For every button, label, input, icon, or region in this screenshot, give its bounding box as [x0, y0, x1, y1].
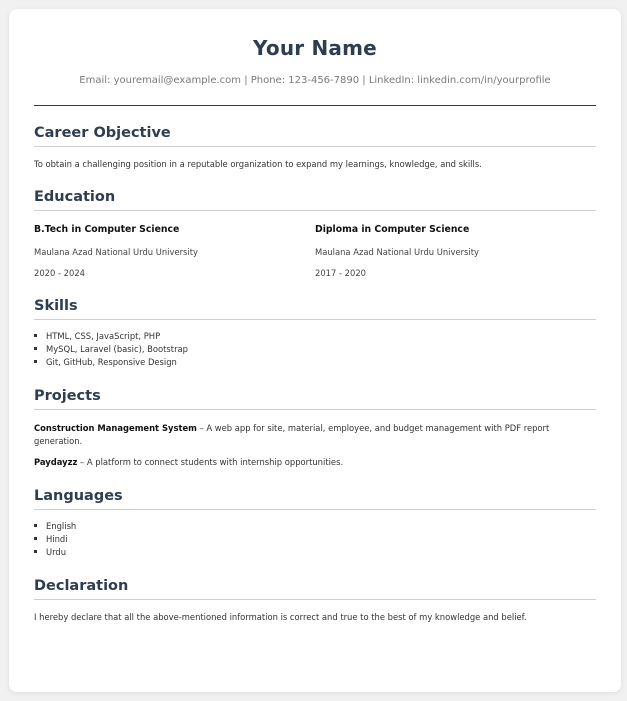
section-projects	[34, 387, 596, 469]
resume-page	[9, 9, 621, 692]
institution-name: Maulana Azad National Urdu University	[315, 247, 479, 257]
list-item: HTML, CSS, JavaScript, PHP	[46, 330, 596, 343]
section-declaration	[34, 577, 596, 623]
education-years: 2017 - 2020	[315, 268, 366, 278]
section-divider	[34, 409, 596, 410]
degree-title: Diploma in Computer Science	[315, 224, 470, 235]
list-item: English	[46, 520, 596, 533]
declaration-text: I hereby declare that all the above-mentioned information is correct and true to the best of my knowledge and belief.	[34, 611, 527, 622]
section-title: Skills	[34, 298, 78, 314]
project-name: Construction Management System	[34, 423, 197, 433]
list-item: Git, GitHub, Responsive Design	[46, 356, 596, 369]
contact-line: Email: youremail@example.com | Phone: 123-456-7890 | LinkedIn: linkedin.com/in/yourprofile	[79, 75, 551, 86]
list-item: Urdu	[46, 546, 596, 559]
section-divider	[34, 599, 596, 600]
header-divider	[34, 105, 596, 106]
candidate-name: Your Name	[253, 36, 377, 60]
section-divider	[34, 319, 596, 320]
section-skills	[34, 297, 596, 369]
education-item	[315, 224, 596, 279]
languages-list	[34, 520, 596, 559]
project-item	[34, 456, 596, 469]
section-title: Education	[34, 189, 116, 205]
section-divider	[34, 146, 596, 147]
education-grid	[34, 224, 596, 279]
project-item	[34, 422, 596, 447]
project-description: – A web app for site, material, employee, and budget management with PDF report generation.	[34, 423, 550, 446]
list-item: MySQL, Laravel (basic), Bootstrap	[46, 343, 596, 356]
resume-header	[34, 9, 596, 106]
section-title: Languages	[34, 487, 123, 504]
section-divider	[34, 210, 596, 211]
section-education	[34, 188, 596, 279]
institution-name: Maulana Azad National Urdu University	[34, 247, 198, 257]
section-title: Declaration	[34, 577, 129, 594]
section-title: Career Objective	[34, 125, 171, 141]
skills-list	[34, 330, 596, 369]
project-name: Paydayzz	[34, 457, 78, 467]
education-years: 2020 - 2024	[34, 268, 85, 278]
section-career-objective	[34, 124, 596, 170]
career-objective-text: To obtain a challenging position in a reputable organization to expand my learnings, knowledge, and skills.	[34, 159, 482, 169]
list-item: Hindi	[46, 533, 596, 546]
project-description: – A platform to connect students with internship opportunities.	[77, 457, 344, 467]
section-title: Projects	[34, 388, 101, 404]
section-languages	[34, 487, 596, 559]
section-divider	[34, 509, 596, 510]
education-item	[34, 224, 315, 279]
degree-title: B.Tech in Computer Science	[34, 224, 180, 235]
